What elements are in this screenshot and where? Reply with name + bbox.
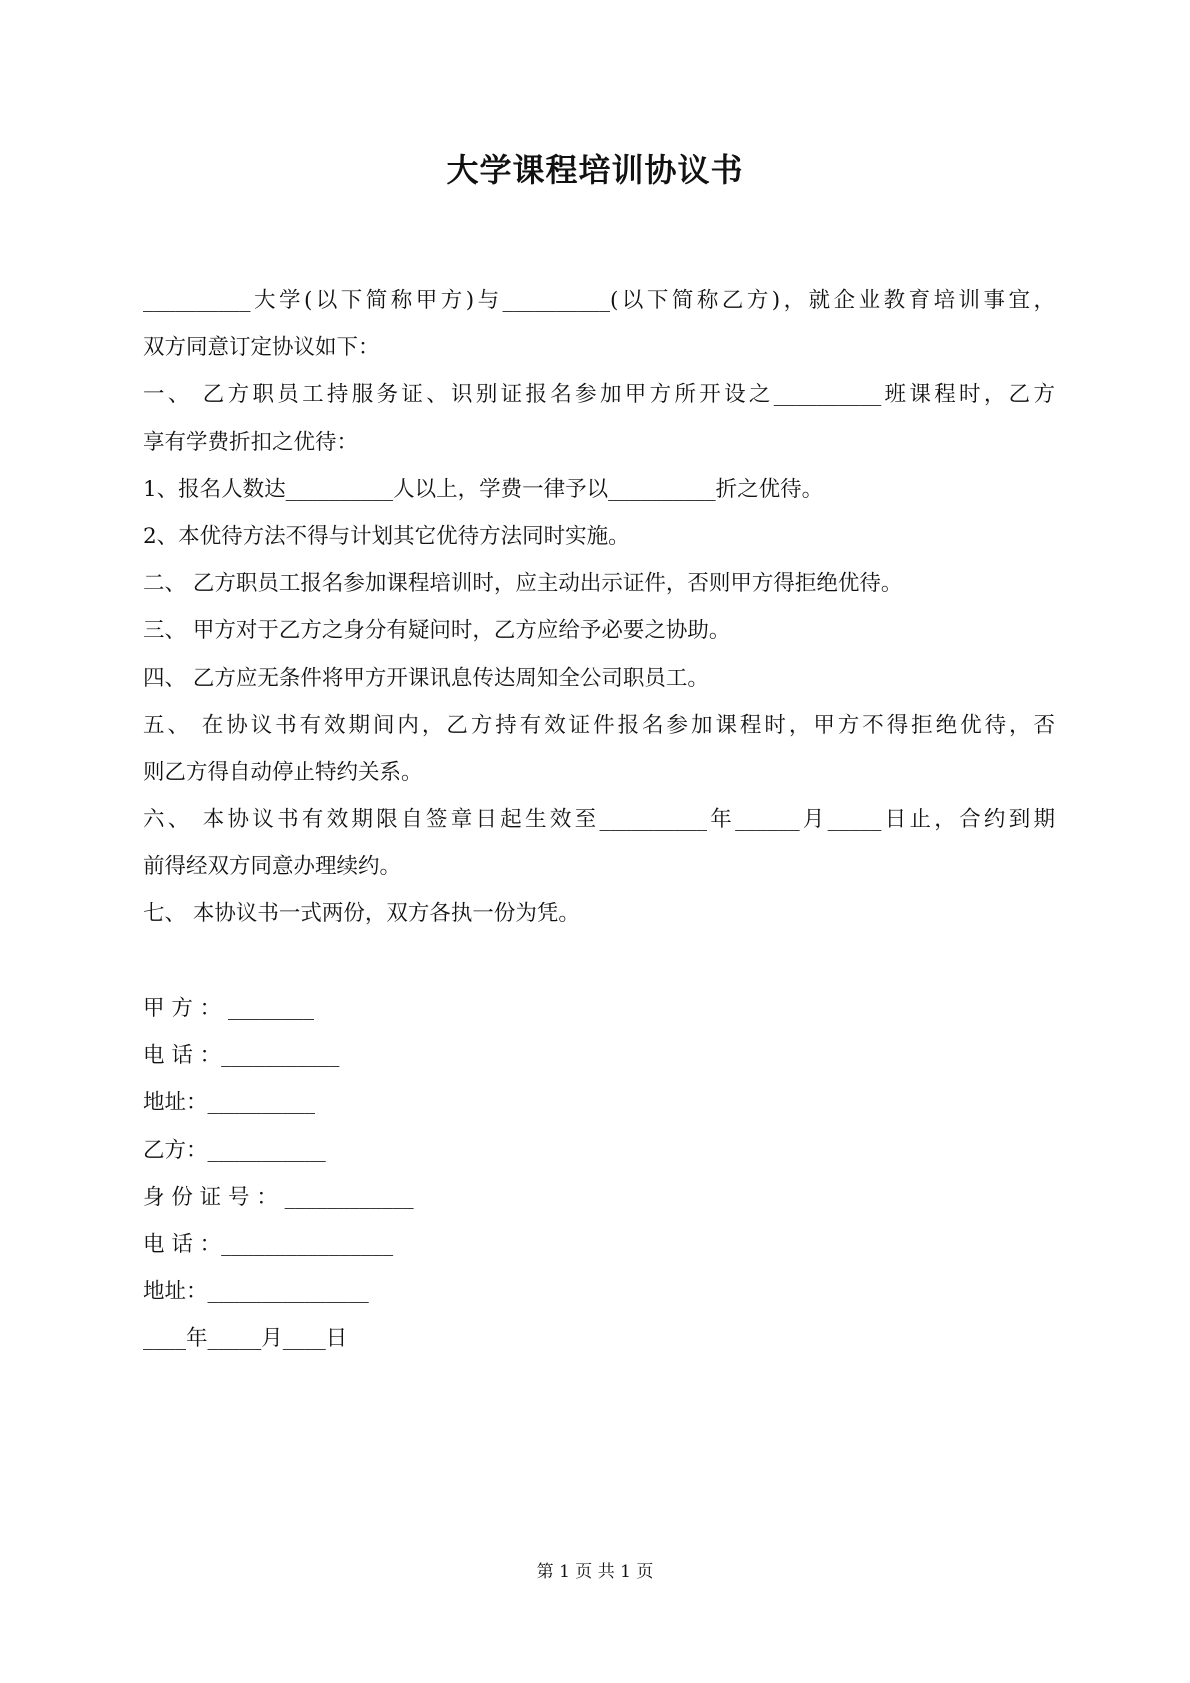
paragraph-line: 双方同意订定协议如下： [143, 335, 380, 361]
paragraph-line: __________大学(以下简称甲方)与__________(以下简称乙方)，就企业教育培训事宜， [143, 288, 1055, 313]
clause-2: 二、 乙方职员工报名参加课程培训时，应主动出示证件，否则甲方得拒绝优待。 [143, 571, 903, 597]
clause-3: 三、 甲方对于乙方之身分有疑问时，乙方应给予必要之协助。 [143, 618, 731, 644]
agreement-body [143, 277, 1055, 938]
clause-6-line: 前得经双方同意办理续约。 [143, 854, 402, 880]
clause-7: 七、 本协议书一式两份，双方各执一份为凭。 [143, 901, 580, 927]
party-a-phone-field: 电 话 ：___________ [143, 1043, 340, 1069]
party-a-field: 甲 方 ： ________ [143, 996, 315, 1021]
clause-6-line: 六、 本协议书有效期限自签章日起生效至__________年______月_____日止，合约到期 [143, 807, 1055, 833]
signing-date-field: ____年_____月____日 [143, 1326, 348, 1352]
party-b-id-field: 身 份 证 号 ： ____________ [143, 1184, 414, 1210]
party-a-address-field: 地址：__________ [143, 1090, 316, 1116]
sub-clause-1: 1、报名人数达__________人以上，学费一律予以__________折之优待。 [143, 476, 824, 502]
clause-4: 四、 乙方应无条件将甲方开课讯息传达周知全公司职员工。 [143, 665, 709, 691]
clause-5-line: 五、 在协议书有效期间内，乙方持有效证件报名参加课程时，甲方不得拒绝优待，否 [143, 712, 1055, 738]
party-b-phone-field: 电 话 ：________________ [143, 1231, 394, 1257]
signature-block [143, 985, 743, 1363]
document-title: 大学课程培训协议书 [446, 151, 744, 189]
page-number: 第 1 页 共 1 页 [536, 1562, 654, 1582]
sub-clause-2: 2、本优待方法不得与计划其它优待方法同时实施。 [143, 523, 630, 549]
clause-1-line: 享有学费折扣之优待： [143, 429, 359, 455]
party-b-field: 乙方：___________ [143, 1137, 326, 1163]
party-b-address-field: 地址：_______________ [143, 1279, 369, 1305]
clause-5-line: 则乙方得自动停止特约关系。 [143, 759, 423, 785]
clause-1-line: 一、 乙方职员工持服务证、识别证报名参加甲方所开设之__________班课程时，乙方 [143, 382, 1055, 408]
